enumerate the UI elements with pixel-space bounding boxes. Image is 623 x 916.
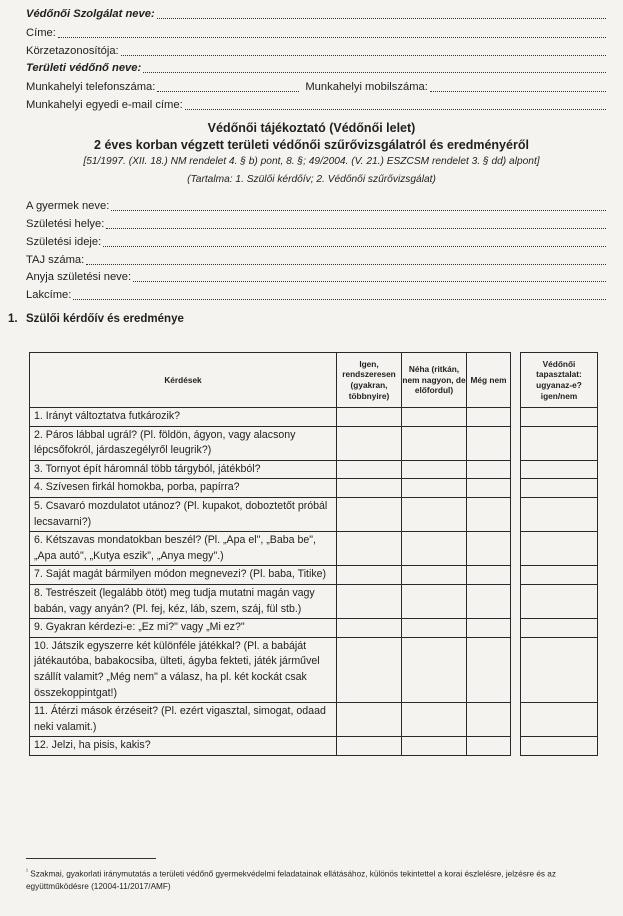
- question-text: 3. Tornyot épít háromnál több tárgyból, játékból?: [30, 460, 337, 479]
- header-igen: Igen, rendszeresen (gyakran, többnyire): [337, 353, 402, 408]
- header-kerdesek: Kérdések: [30, 353, 337, 408]
- mobil-label: Munkahelyi mobilszáma:: [305, 81, 428, 93]
- question-row: [30, 619, 598, 638]
- column-spacer: [511, 566, 521, 585]
- section-title: Szülői kérdőív és eredménye: [26, 313, 184, 325]
- answer-meg-nem-cell[interactable]: [467, 460, 511, 479]
- column-spacer: [511, 619, 521, 638]
- column-spacer: [511, 637, 521, 702]
- answer-meg-nem-cell[interactable]: [467, 737, 511, 756]
- answer-igen-cell[interactable]: [337, 460, 402, 479]
- teruleti-vedono-line[interactable]: [143, 71, 606, 73]
- question-text: 8. Testrészeit (legalább ötöt) meg tudja mutatni magán vagy babán, vagy anyán? (Pl. fej, kéz, láb, szem, száj, fül stb.): [30, 584, 337, 618]
- cime-label: Címe:: [26, 27, 56, 39]
- vedonoi-tapasztalat-cell[interactable]: [521, 497, 598, 531]
- korzet-line[interactable]: [121, 54, 606, 56]
- header-spacer: [511, 353, 521, 408]
- question-text: 2. Páros lábbal ugrál? (Pl. földön, ágyon, vagy alacsony lépcsőfokról, járdaszegélyről leugrik?): [30, 426, 337, 460]
- taj-line[interactable]: [86, 263, 606, 265]
- question-text: 1. Irányt változtatva futkározik?: [30, 408, 337, 427]
- answer-meg-nem-cell[interactable]: [467, 532, 511, 566]
- vedonoi-tapasztalat-cell[interactable]: [521, 566, 598, 585]
- answer-neha-cell[interactable]: [402, 619, 467, 638]
- question-text: 10. Játszik egyszerre két különféle játékkal? (Pl. a babáját játékautóba, babakocsiba, ülteti, ágyba fekteti, játék járművel szállít valamit? „Még nem" a válasz, ha pl. két kockát csak összekoppintgat!): [30, 637, 337, 702]
- column-spacer: [511, 426, 521, 460]
- column-spacer: [511, 703, 521, 737]
- email-field[interactable]: [26, 98, 606, 113]
- question-text: 6. Kétszavas mondatokban beszél? (Pl. „Apa el", „Baba be", „Apa autó", „Kutya eszik", „Anya megy".): [30, 532, 337, 566]
- question-text: 5. Csavaró mozdulatot utánoz? (Pl. kupakot, doboztetőt próbál lecsavarni?): [30, 497, 337, 531]
- footnote: [26, 866, 606, 893]
- birthdate-line[interactable]: [103, 245, 606, 247]
- answer-igen-cell[interactable]: [337, 426, 402, 460]
- vedonoi-tapasztalat-cell[interactable]: [521, 408, 598, 427]
- cime-line[interactable]: [58, 36, 606, 38]
- vedonoi-szolgalat-line[interactable]: [157, 17, 606, 19]
- column-spacer: [511, 497, 521, 531]
- question-text: 7. Saját magát bármilyen módon megnevezi? (Pl. baba, Titike): [30, 566, 337, 585]
- answer-meg-nem-cell[interactable]: [467, 619, 511, 638]
- answer-igen-cell[interactable]: [337, 703, 402, 737]
- birthplace-line[interactable]: [106, 227, 606, 229]
- header-meg-nem: Még nem: [467, 353, 511, 408]
- birthdate-field[interactable]: [26, 235, 606, 250]
- child-name-field[interactable]: [26, 199, 606, 214]
- vedonoi-szolgalat-field[interactable]: [26, 7, 606, 22]
- birthdate-label: Születési ideje:: [26, 236, 102, 248]
- vedonoi-tapasztalat-cell[interactable]: [521, 532, 598, 566]
- telefon-label: Munkahelyi telefonszáma:: [26, 81, 156, 93]
- answer-neha-cell[interactable]: [402, 637, 467, 702]
- contents-note: (Tartalma: 1. Szülői kérdőív; 2. Védőnői szűrővizsgálat): [187, 174, 436, 185]
- answer-igen-cell[interactable]: [337, 566, 402, 585]
- vedonoi-tapasztalat-cell[interactable]: [521, 703, 598, 737]
- header-vedonoi: Védőnői tapasztalat: ugyanaz-e? igen/nem: [521, 353, 598, 408]
- answer-meg-nem-cell[interactable]: [467, 637, 511, 702]
- footnote-mark: ¹: [26, 869, 28, 875]
- child-name-line[interactable]: [111, 209, 606, 211]
- question-row: [30, 460, 598, 479]
- answer-neha-cell[interactable]: [402, 479, 467, 498]
- question-row: [30, 637, 598, 702]
- cime-field[interactable]: [26, 26, 606, 41]
- doc-subtitle: 2 éves korban végzett területi védőnői szűrővizsgálatról és eredményéről: [94, 138, 529, 152]
- email-line[interactable]: [185, 108, 606, 110]
- answer-neha-cell[interactable]: [402, 703, 467, 737]
- answer-igen-cell[interactable]: [337, 584, 402, 618]
- vedonoi-tapasztalat-cell[interactable]: [521, 479, 598, 498]
- birthplace-label: Születési helye:: [26, 218, 105, 230]
- question-row: [30, 703, 598, 737]
- answer-meg-nem-cell[interactable]: [467, 566, 511, 585]
- legal-reference: [51/1997. (XII. 18.) NM rendelet 4. § b) pont, 8. §; 49/2004. (V. 21.) ESZCSM rendelet 3. § dd) alpont]: [83, 156, 540, 167]
- header-neha: Néha (ritkán, nem nagyon, de előfordul): [402, 353, 467, 408]
- answer-neha-cell[interactable]: [402, 737, 467, 756]
- vedonoi-tapasztalat-cell[interactable]: [521, 737, 598, 756]
- answer-igen-cell[interactable]: [337, 479, 402, 498]
- vedonoi-tapasztalat-cell[interactable]: [521, 584, 598, 618]
- vedonoi-tapasztalat-cell[interactable]: [521, 426, 598, 460]
- address-field[interactable]: [26, 288, 606, 303]
- taj-field[interactable]: [26, 253, 606, 268]
- section-heading: [8, 313, 184, 325]
- address-label: Lakcíme:: [26, 289, 72, 301]
- taj-label: TAJ száma:: [26, 254, 85, 266]
- korzet-label: Körzetazonosítója:: [26, 45, 119, 57]
- question-row: [30, 584, 598, 618]
- question-text: 12. Jelzi, ha pisis, kakis?: [30, 737, 337, 756]
- answer-igen-cell[interactable]: [337, 637, 402, 702]
- questionnaire-table: [29, 352, 598, 756]
- column-spacer: [511, 460, 521, 479]
- mother-name-label: Anyja születési neve:: [26, 271, 132, 283]
- question-row: [30, 408, 598, 427]
- vedonoi-tapasztalat-cell[interactable]: [521, 460, 598, 479]
- answer-meg-nem-cell[interactable]: [467, 584, 511, 618]
- email-label: Munkahelyi egyedi e-mail címe:: [26, 99, 183, 111]
- answer-igen-cell[interactable]: [337, 408, 402, 427]
- mother-name-field[interactable]: [26, 270, 606, 285]
- question-row: [30, 737, 598, 756]
- answer-meg-nem-cell[interactable]: [467, 497, 511, 531]
- column-spacer: [511, 408, 521, 427]
- column-spacer: [511, 532, 521, 566]
- footnote-separator: [26, 858, 156, 859]
- telefon-line[interactable]: [157, 90, 299, 92]
- address-line[interactable]: [73, 298, 606, 300]
- question-row: [30, 497, 598, 531]
- table-header-row: [30, 353, 598, 408]
- section-number: 1.: [8, 313, 18, 325]
- question-row: [30, 426, 598, 460]
- question-row: [30, 532, 598, 566]
- answer-meg-nem-cell[interactable]: [467, 426, 511, 460]
- question-row: [30, 566, 598, 585]
- column-spacer: [511, 584, 521, 618]
- answer-meg-nem-cell[interactable]: [467, 479, 511, 498]
- telefon-row: [26, 80, 606, 95]
- vedonoi-tapasztalat-cell[interactable]: [521, 637, 598, 702]
- footnote-text: Szakmai, gyakorlati iránymutatás a területi védőnő gyermekvédelmi feladatainak ellátásához, különös tekintettel a korai észlelésre, jelzésre és az együttműködésre (12004-11/2017/AMF): [26, 869, 556, 891]
- question-text: 4. Szívesen firkál homokba, porba, papírra?: [30, 479, 337, 498]
- korzet-field[interactable]: [26, 44, 606, 59]
- question-text: 11. Átérzi mások érzéseit? (Pl. ezért vigasztal, simogat, odaad neki valamit.): [30, 703, 337, 737]
- answer-igen-cell[interactable]: [337, 497, 402, 531]
- answer-igen-cell[interactable]: [337, 737, 402, 756]
- teruleti-vedono-label: Területi védőnő neve:: [26, 62, 142, 74]
- answer-igen-cell[interactable]: [337, 532, 402, 566]
- column-spacer: [511, 737, 521, 756]
- question-text: 9. Gyakran kérdezi-e: „Ez mi?" vagy „Mi ez?": [30, 619, 337, 638]
- questionnaire-body: [30, 408, 598, 756]
- child-name-label: A gyermek neve:: [26, 200, 110, 212]
- doc-title: Védőnői tájékoztató (Védőnői lelet): [207, 121, 416, 135]
- answer-neha-cell[interactable]: [402, 408, 467, 427]
- answer-neha-cell[interactable]: [402, 532, 467, 566]
- mother-name-line[interactable]: [133, 280, 606, 282]
- answer-neha-cell[interactable]: [402, 497, 467, 531]
- answer-igen-cell[interactable]: [337, 619, 402, 638]
- teruleti-vedono-field[interactable]: [26, 61, 606, 76]
- column-spacer: [511, 479, 521, 498]
- vedonoi-szolgalat-label: Védőnői Szolgálat neve:: [26, 8, 155, 20]
- birthplace-field[interactable]: [26, 217, 606, 232]
- answer-neha-cell[interactable]: [402, 566, 467, 585]
- answer-neha-cell[interactable]: [402, 584, 467, 618]
- mobil-line[interactable]: [430, 90, 606, 92]
- answer-meg-nem-cell[interactable]: [467, 408, 511, 427]
- answer-neha-cell[interactable]: [402, 460, 467, 479]
- answer-neha-cell[interactable]: [402, 426, 467, 460]
- question-row: [30, 479, 598, 498]
- answer-meg-nem-cell[interactable]: [467, 703, 511, 737]
- vedonoi-tapasztalat-cell[interactable]: [521, 619, 598, 638]
